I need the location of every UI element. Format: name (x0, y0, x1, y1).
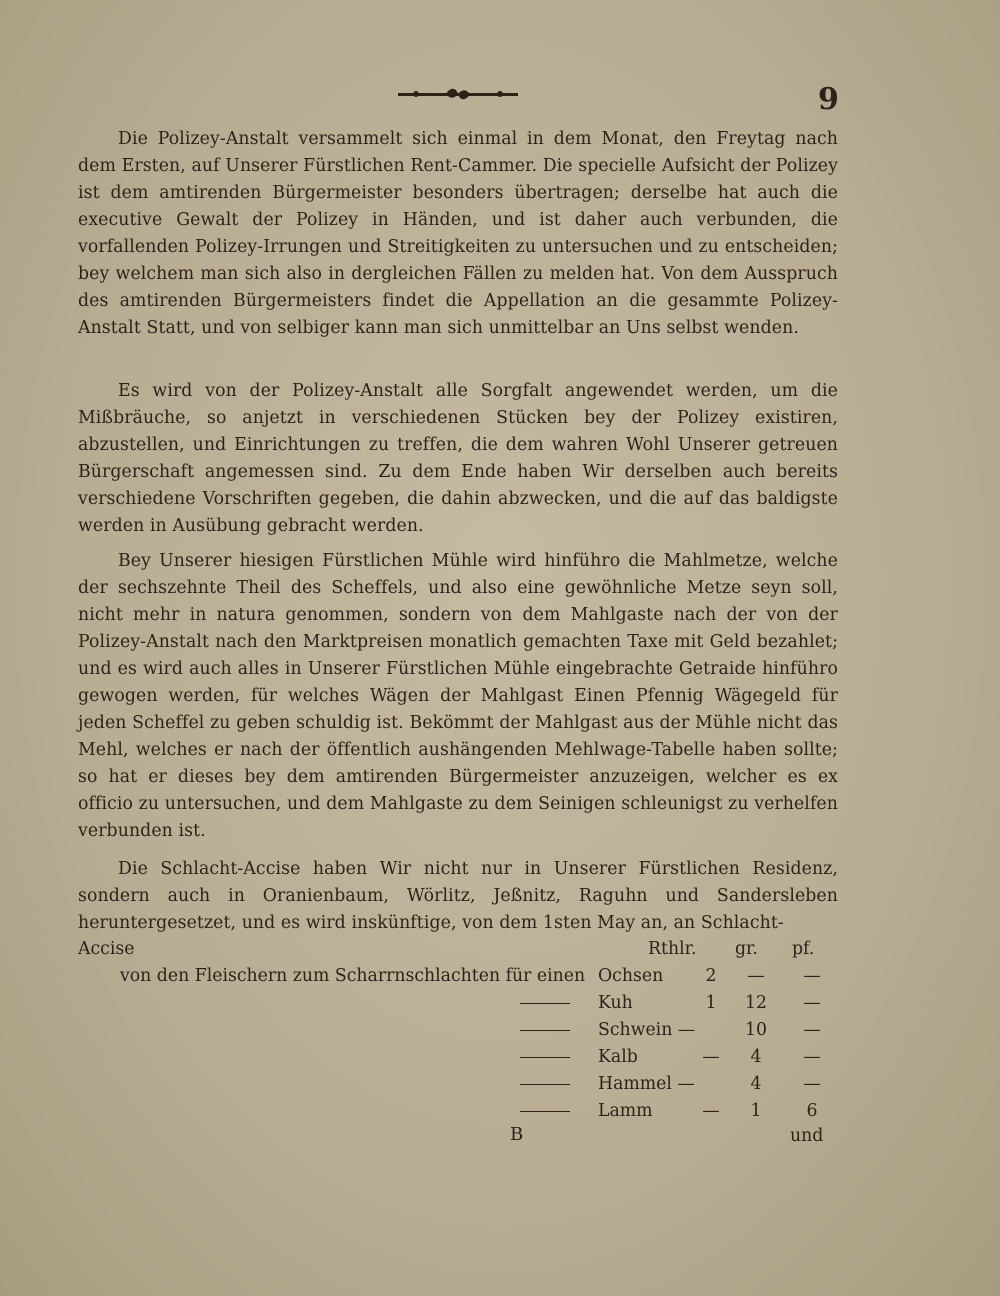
ditto-dash (520, 1003, 570, 1004)
fee-row-lamm (78, 1098, 838, 1125)
fee-row-pf: — (803, 1074, 821, 1094)
ditto-dash (520, 1030, 570, 1031)
fee-row-schwein (78, 1017, 838, 1044)
fee-row-prefix: von den Fleischern zum Scharrnschlachten für einen (120, 966, 586, 986)
fee-row-hammel (78, 1071, 838, 1098)
ditto-dash (520, 1084, 570, 1085)
column-gr: gr. (735, 939, 758, 959)
fee-row-ochsen (78, 963, 838, 990)
fee-table-header (78, 936, 838, 963)
fee-row-kuh (78, 990, 838, 1017)
signature-mark: B (510, 1124, 524, 1145)
fee-row-animal: Kuh (598, 993, 633, 1013)
fee-header-lead: Accise (78, 939, 135, 959)
paragraph-mill: Bey Unserer hiesigen Fürstlichen Mühle wird hinführo die Mahlmetze, welche der sechszehnte Theil des Scheffels, und also eine gewöhnliche Metze seyn soll, nicht mehr in natura genommen, sondern von dem Mahlgaste nach der von der Polizey-Anstalt nach den Marktpreisen monatlich gemachten Taxe mit Geld bezahlet; und es wird auch alles in Unserer Fürstlichen Mühle eingebrachte Getraide hinführo gewogen werden, für welches Wägen der Mahlgast Einen Pfennig Wägegeld für jeden Scheffel zu geben schuldig ist. Bekömmt der Mahlgast aus der Mühle nicht das Mehl, welches er nach der öffentlich aushängenden Mehlwage-Tabelle haben sollte; so hat er dieses bey dem amtirenden Bürgermeister anzuzeigen, welcher es ex officio zu untersuchen, und dem Mahlgaste zu dem Seinigen schleunigst zu verhelfen verbunden ist. (78, 551, 838, 841)
fee-row-kalb (78, 1044, 838, 1071)
fee-row-gr: 4 (750, 1074, 762, 1094)
fee-row-animal: Hammel — (598, 1074, 695, 1094)
ditto-dash (520, 1111, 570, 1112)
fee-row-pf: 6 (806, 1101, 818, 1121)
fee-row-pf: — (803, 1020, 821, 1040)
paragraph-abuses: Es wird von der Polizey-Anstalt alle Sorgfalt angewendet werden, um die Mißbräuche, so anjetzt in verschiedenen Stücken bey der Polizey existiren, abzustellen, und Einrichtungen zu treffen, die dem wahren Wohl Unserer getreuen Bürgerschaft angemessen sind. Zu dem Ende haben Wir derselben auch bereits verschiedene Vorschriften gegeben, die dahin abzwecken, und die auf das baldigste werden in Ausübung gebracht werden. (78, 381, 838, 536)
fee-row-pf: — (803, 1047, 821, 1067)
paragraph-police-assembly: Die Polizey-Anstalt versammelt sich einmal in dem Monat, den Freytag nach dem Ersten, auf Unserer Fürstlichen Rent-Cammer. Die specielle Aufsicht der Polizey ist dem amtirenden Bürgermeister besonders übertragen; derselbe hat auch die executive Gewalt der Polizey in Händen, und ist daher auch verbunden, die vorfallenden Polizey-Irrungen und Streitigkeiten zu untersuchen und zu entscheiden; bey welchem man sich also in dergleichen Fällen zu melden hat. Von dem Ausspruch des amtirenden Bürgermeisters findet die Appellation an die gesammte Polizey-Anstalt Statt, und von selbiger kann man sich unmittelbar an Uns selbst wenden. (78, 129, 838, 338)
page-number: 9 (818, 82, 839, 117)
fee-row-rthlr: — (702, 1101, 720, 1121)
ditto-dash (520, 1057, 570, 1058)
fee-row-gr: 10 (745, 1020, 767, 1040)
fee-row-gr: 4 (750, 1047, 762, 1067)
fee-row-animal: Kalb (598, 1047, 638, 1067)
fee-row-gr: 1 (750, 1101, 762, 1121)
fee-row-rthlr: 2 (705, 966, 717, 986)
fee-row-pf: — (803, 966, 821, 986)
fee-row-rthlr: 1 (705, 993, 717, 1013)
fee-row-animal: Lamm (598, 1101, 653, 1121)
header-ornament (396, 86, 520, 102)
column-rthlr: Rthlr. (648, 939, 697, 959)
paragraph-slaughter-excise: Die Schlacht-Accise haben Wir nicht nur in Unserer Fürstlichen Residenz, sondern auch in Oranienbaum, Wörlitz, Jeßnitz, Raguhn und Sandersleben heruntergesetzet, und es wird inskünftige, von dem 1sten May an, an Schlacht- (78, 859, 838, 933)
fee-row-animal: Schwein — (598, 1020, 696, 1040)
fee-table (78, 963, 838, 1125)
fee-row-gr: 12 (745, 993, 767, 1013)
fee-row-animal: Ochsen (598, 966, 664, 986)
column-pf: pf. (792, 939, 815, 959)
fee-row-rthlr: — (702, 1047, 720, 1067)
fee-row-gr: — (747, 966, 765, 986)
catchword: und (790, 1126, 824, 1146)
fee-row-pf: — (803, 993, 821, 1013)
